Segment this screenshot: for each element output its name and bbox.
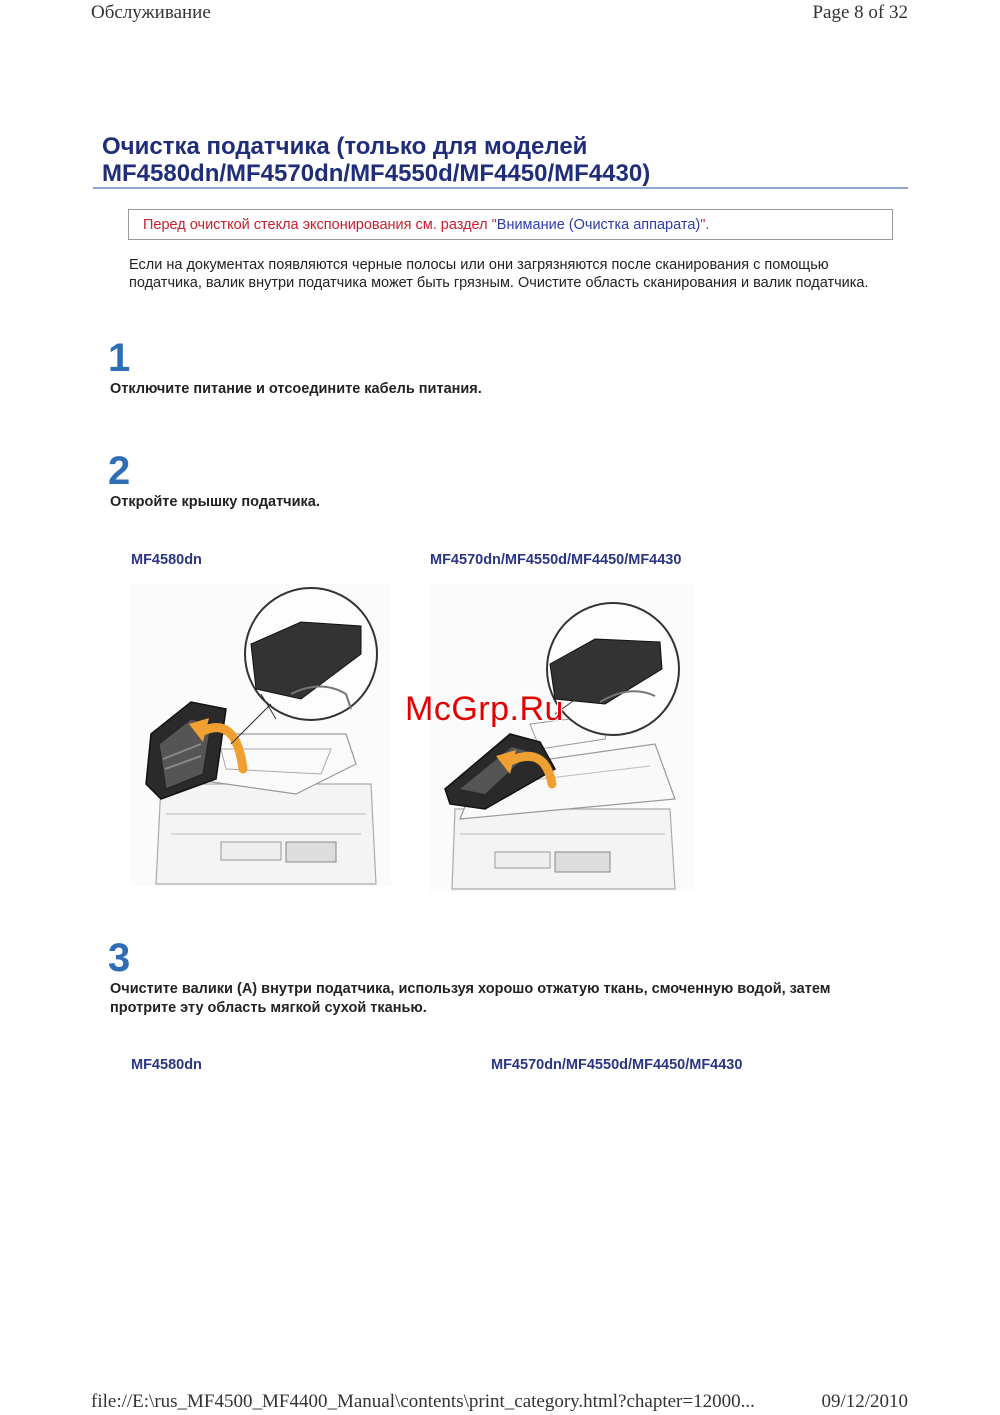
step-2-number: 2 — [108, 449, 131, 493]
intro-paragraph: Если на документах появляются черные полосы или они загрязняются после сканирования с помощью податчика, валик внутри податчика может быть грязным. Очистите область сканирования и валик податчика. — [129, 257, 869, 291]
footer-date: 09/12/2010 — [821, 1391, 908, 1412]
printer-illustration-right — [430, 584, 695, 892]
step-3-model-left: MF4580dn — [131, 1057, 202, 1073]
header-page-number: Page 8 of 32 — [812, 2, 908, 23]
figure-mf4570dn-series — [430, 584, 695, 892]
step-3-text: Очистите валики (A) внутри податчика, используя хорошо отжатую ткань, смоченную водой, затем протрите эту область мягкой сухой тканью. — [110, 981, 831, 1016]
step-1-text: Отключите питание и отсоедините кабель питания. — [110, 381, 482, 397]
step-3-model-right: MF4570dn/MF4550d/MF4450/MF4430 — [491, 1057, 743, 1073]
title-divider — [93, 187, 908, 189]
watermark: McGrp.Ru — [405, 690, 564, 728]
step-2-model-left: MF4580dn — [131, 552, 202, 568]
step-2-model-right: MF4570dn/MF4550d/MF4450/MF4430 — [430, 552, 682, 568]
caution-note — [128, 209, 893, 240]
step-2-text: Откройте крышку податчика. — [110, 494, 320, 510]
header-section-title: Обслуживание — [91, 2, 211, 23]
step-3-number: 3 — [108, 936, 131, 980]
caution-suffix: ". — [700, 217, 710, 233]
footer-file-path: file://E:\rus_MF4500_MF4400_Manual\contents\print_category.html?chapter=12000... — [91, 1391, 755, 1412]
step-1-number: 1 — [108, 336, 131, 380]
printer-illustration-left — [131, 584, 391, 886]
page-title: Очистка податчика (только для моделей MF4580dn/MF4570dn/MF4550d/MF4450/MF4430) — [102, 133, 651, 187]
caution-link[interactable]: Внимание (Очистка аппарата) — [496, 217, 701, 233]
caution-text: Перед очисткой стекла экспонирования см. раздел " — [143, 217, 497, 233]
figure-mf4580dn — [131, 584, 391, 886]
